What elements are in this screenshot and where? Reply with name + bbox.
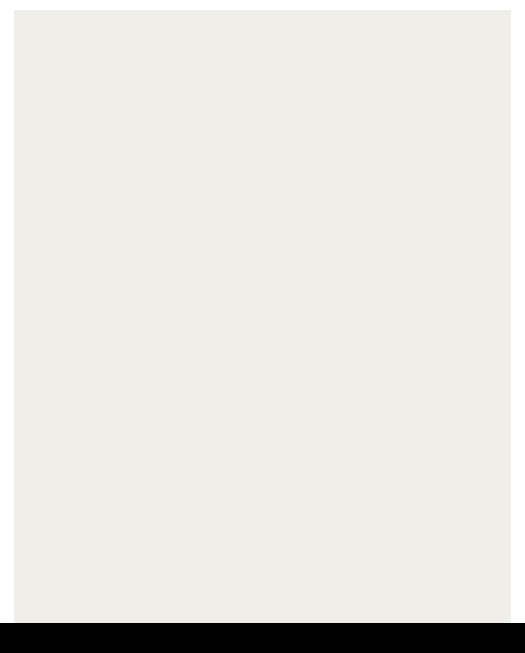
postings-out-heading [180,190,400,201]
struck-row [14,115,511,126]
page-header [38,26,508,37]
footer-bar [0,623,525,653]
posting-in-row [14,60,511,71]
posting-in-row [14,72,511,83]
posting-in-row [14,47,511,58]
posting-in-row [14,85,511,96]
struck-row [14,127,511,138]
document-page [14,10,511,623]
